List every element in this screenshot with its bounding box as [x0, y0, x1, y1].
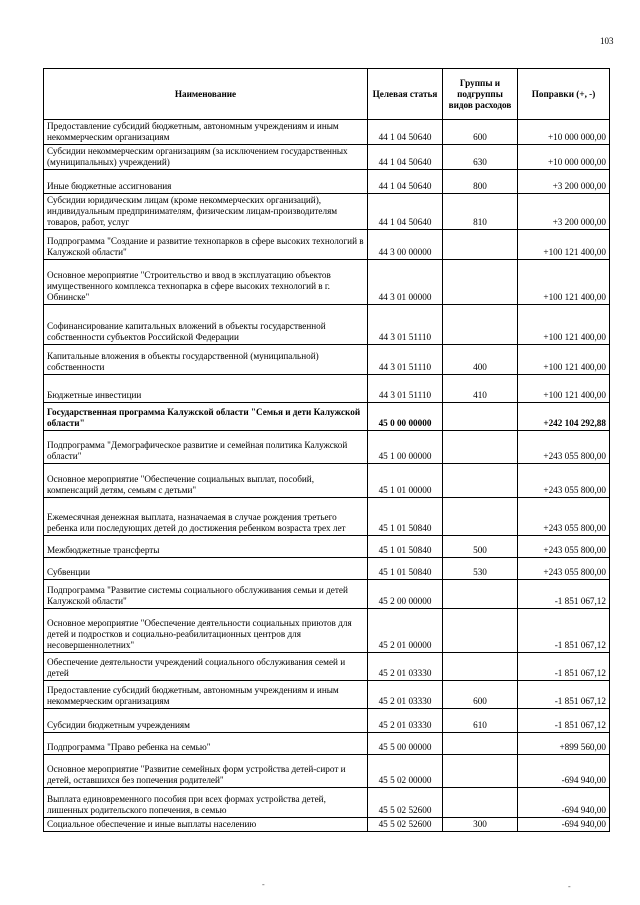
row-expense-group: 600 — [443, 681, 518, 709]
table-row — [44, 733, 610, 755]
row-amendment: -1 851 067,12 — [518, 609, 610, 653]
table-row — [44, 653, 610, 681]
row-name: Обеспечение деятельности учреждений социального обслуживания семей и детей — [44, 653, 368, 681]
row-expense-group — [443, 403, 518, 431]
row-expense-group — [443, 788, 518, 818]
page-number: 103 — [600, 36, 614, 46]
row-name: Основное мероприятие "Строительство и ввод в эксплуатацию объектов имущественного комплекса технопарка в сфере высоких технологий в г. Обнинске" — [44, 260, 368, 305]
row-target-article: 45 5 02 52600 — [368, 788, 443, 818]
row-name: Субвенции — [44, 558, 368, 580]
row-name: Подпрограмма "Создание и развитие технопарков в сфере высоких технологий в Калужской области" — [44, 230, 368, 260]
row-target-article: 45 5 02 52600 — [368, 818, 443, 832]
row-amendment: -1 851 067,12 — [518, 580, 610, 609]
row-name: Бюджетные инвестиции — [44, 375, 368, 403]
table-row — [44, 305, 610, 345]
table-row — [44, 580, 610, 609]
row-amendment: +899 560,00 — [518, 733, 610, 755]
table-row — [44, 375, 610, 403]
header-name: Наименование — [44, 69, 368, 120]
table-row — [44, 145, 610, 170]
row-name: Основное мероприятие "Обеспечение социальных выплат, пособий, компенсаций детям, семьям с детьми" — [44, 464, 368, 498]
row-expense-group: 810 — [443, 194, 518, 230]
row-amendment: +100 121 400,00 — [518, 375, 610, 403]
header-amendments: Поправки (+, -) — [518, 69, 610, 120]
row-expense-group — [443, 733, 518, 755]
row-target-article: 45 1 01 00000 — [368, 464, 443, 498]
table-body — [44, 120, 610, 832]
row-name: Основное мероприятие "Развитие семейных форм устройства детей-сирот и детей, оставшихся без попечения родителей" — [44, 755, 368, 788]
row-name: Основное мероприятие "Обеспечение деятельности социальных приютов для детей и подростков и социально-реабилитационных центров для несовершеннолетних" — [44, 609, 368, 653]
row-name: Субсидии некоммерческим организациям (за исключением государственных (муниципальных) учреждений) — [44, 145, 368, 170]
row-amendment: +100 121 400,00 — [518, 305, 610, 345]
row-expense-group — [443, 431, 518, 464]
row-amendment: -694 940,00 — [518, 755, 610, 788]
row-name: Субсидии юридическим лицам (кроме некоммерческих организаций), индивидуальным предпринимателям, физическим лицам-производителям товаров, работ, услуг — [44, 194, 368, 230]
row-target-article: 45 1 01 50840 — [368, 498, 443, 536]
row-name: Предоставление субсидий бюджетным, автономным учреждениям и иным некоммерческим организациям — [44, 120, 368, 145]
row-name: Иные бюджетные ассигнования — [44, 170, 368, 194]
row-expense-group — [443, 260, 518, 305]
row-amendment: +243 055 800,00 — [518, 498, 610, 536]
row-target-article: 44 3 00 00000 — [368, 230, 443, 260]
table-row — [44, 464, 610, 498]
row-expense-group — [443, 653, 518, 681]
row-amendment: +100 121 400,00 — [518, 260, 610, 305]
row-name: Ежемесячная денежная выплата, назначаемая в случае рождения третьего ребенка или последующих детей до достижения ребенком возраста трех лет — [44, 498, 368, 536]
table-row — [44, 120, 610, 145]
row-expense-group: 530 — [443, 558, 518, 580]
row-amendment: +100 121 400,00 — [518, 230, 610, 260]
table-row — [44, 431, 610, 464]
budget-table — [43, 68, 610, 832]
row-name: Выплата единовременного пособия при всех формах устройства детей, лишенных родительского попечения, в семью — [44, 788, 368, 818]
row-expense-group — [443, 464, 518, 498]
row-target-article: 45 1 00 00000 — [368, 431, 443, 464]
row-target-article: 44 1 04 50640 — [368, 194, 443, 230]
table-row — [44, 345, 610, 375]
row-name: Субсидии бюджетным учреждениям — [44, 709, 368, 733]
row-amendment: +242 104 292,88 — [518, 403, 610, 431]
row-target-article: 45 5 00 00000 — [368, 733, 443, 755]
row-amendment: +3 200 000,00 — [518, 170, 610, 194]
row-expense-group — [443, 230, 518, 260]
row-target-article: 45 2 01 00000 — [368, 609, 443, 653]
row-name: Социальное обеспечение и иные выплаты населению — [44, 818, 368, 832]
row-name: Софинансирование капитальных вложений в объекты государственной собственности субъектов Российской Федерации — [44, 305, 368, 345]
row-expense-group — [443, 498, 518, 536]
row-expense-group: 800 — [443, 170, 518, 194]
row-target-article: 44 3 01 51110 — [368, 375, 443, 403]
row-amendment: -1 851 067,12 — [518, 653, 610, 681]
table-row — [44, 536, 610, 558]
row-expense-group — [443, 609, 518, 653]
table-row — [44, 260, 610, 305]
row-target-article: 44 3 01 51110 — [368, 345, 443, 375]
row-target-article: 44 1 04 50640 — [368, 120, 443, 145]
row-name: Предоставление субсидий бюджетным, автономным учреждениям и иным некоммерческим организациям — [44, 681, 368, 709]
table-row — [44, 230, 610, 260]
row-name: Капитальные вложения в объекты государственной (муниципальной) собственности — [44, 345, 368, 375]
row-amendment: -694 940,00 — [518, 788, 610, 818]
row-expense-group: 630 — [443, 145, 518, 170]
row-expense-group: 500 — [443, 536, 518, 558]
row-name: Межбюджетные трансферты — [44, 536, 368, 558]
scan-mark: - — [568, 882, 571, 891]
table-header-row — [44, 69, 610, 120]
row-target-article: 45 2 00 00000 — [368, 580, 443, 609]
row-target-article: 44 3 01 00000 — [368, 260, 443, 305]
row-amendment: +100 121 400,00 — [518, 345, 610, 375]
table-row — [44, 709, 610, 733]
row-expense-group — [443, 580, 518, 609]
table-row — [44, 755, 610, 788]
row-expense-group: 400 — [443, 345, 518, 375]
row-amendment: -1 851 067,12 — [518, 681, 610, 709]
row-target-article: 45 5 02 00000 — [368, 755, 443, 788]
row-amendment: +3 200 000,00 — [518, 194, 610, 230]
row-target-article: 45 0 00 00000 — [368, 403, 443, 431]
row-amendment: +243 055 800,00 — [518, 558, 610, 580]
header-target-article: Целевая статья — [368, 69, 443, 120]
row-amendment: +10 000 000,00 — [518, 120, 610, 145]
table-row — [44, 609, 610, 653]
row-target-article: 44 3 01 51110 — [368, 305, 443, 345]
row-target-article: 45 1 01 50840 — [368, 536, 443, 558]
row-name: Подпрограмма "Демографическое развитие и семейная политика Калужской области" — [44, 431, 368, 464]
row-target-article: 44 1 04 50640 — [368, 170, 443, 194]
table-row — [44, 403, 610, 431]
scan-mark: - — [262, 880, 265, 889]
table-row — [44, 788, 610, 818]
row-amendment: +243 055 800,00 — [518, 431, 610, 464]
row-expense-group: 610 — [443, 709, 518, 733]
row-target-article: 45 2 01 03330 — [368, 681, 443, 709]
table-row — [44, 194, 610, 230]
row-amendment: +10 000 000,00 — [518, 145, 610, 170]
row-amendment: +243 055 800,00 — [518, 464, 610, 498]
row-name: Подпрограмма "Право ребенка на семью" — [44, 733, 368, 755]
row-expense-group: 300 — [443, 818, 518, 832]
row-amendment: -694 940,00 — [518, 818, 610, 832]
row-target-article: 44 1 04 50640 — [368, 145, 443, 170]
row-amendment: -1 851 067,12 — [518, 709, 610, 733]
row-name: Государственная программа Калужской области "Семья и дети Калужской области" — [44, 403, 368, 431]
row-expense-group: 600 — [443, 120, 518, 145]
table-row — [44, 170, 610, 194]
row-expense-group — [443, 305, 518, 345]
row-amendment: +243 055 800,00 — [518, 536, 610, 558]
row-expense-group: 410 — [443, 375, 518, 403]
row-target-article: 45 1 01 50840 — [368, 558, 443, 580]
table-row — [44, 558, 610, 580]
row-target-article: 45 2 01 03330 — [368, 709, 443, 733]
row-target-article: 45 2 01 03330 — [368, 653, 443, 681]
table-row — [44, 818, 610, 832]
table-row — [44, 498, 610, 536]
table-row — [44, 681, 610, 709]
header-expense-groups: Группы и подгруппы видов расходов — [443, 69, 518, 120]
row-name: Подпрограмма "Развитие системы социального обслуживания семьи и детей Калужской области" — [44, 580, 368, 609]
row-expense-group — [443, 755, 518, 788]
